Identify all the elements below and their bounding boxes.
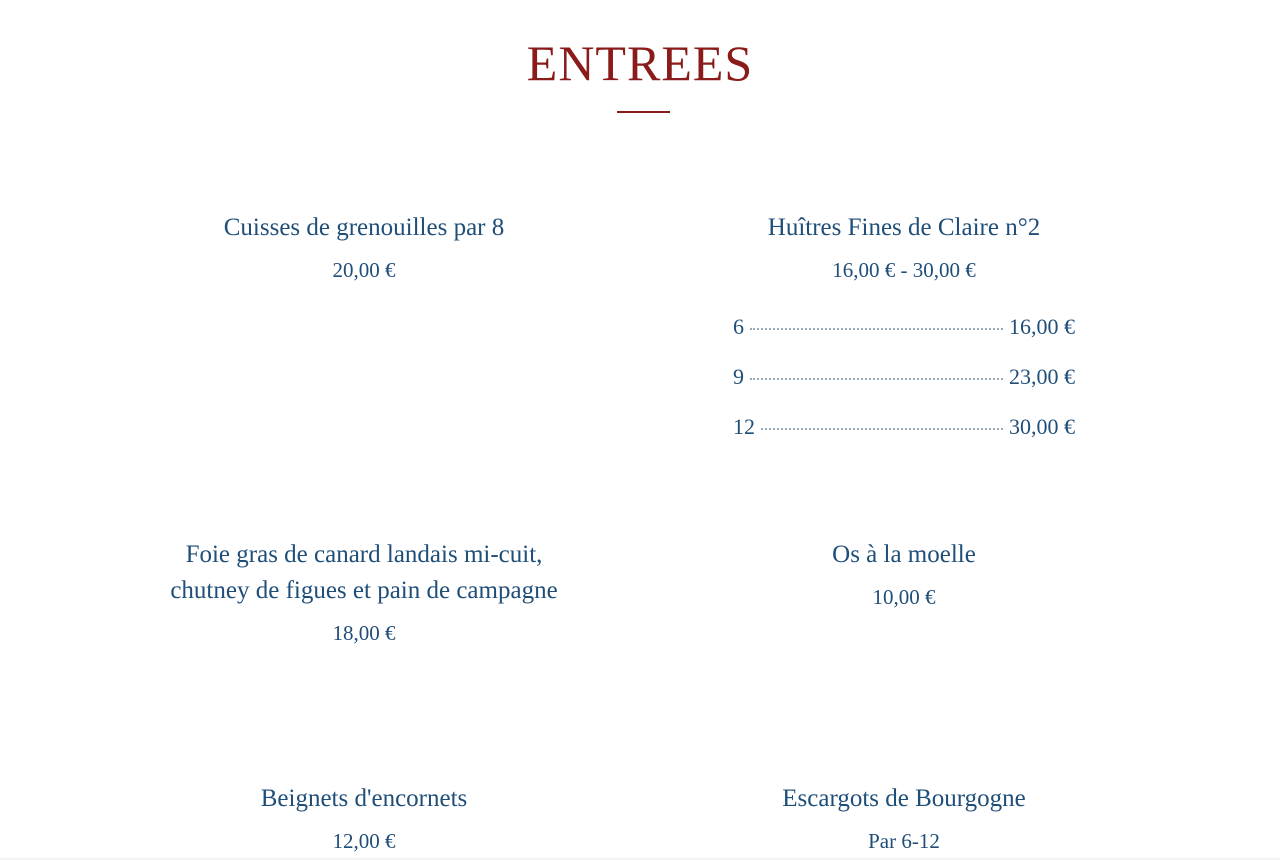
menu-item-foie-gras xyxy=(164,537,564,646)
menu-item-os-a-la-moelle xyxy=(704,537,1104,610)
menu-item-beignets-encornets xyxy=(164,781,564,854)
menu-item-price: 18,00 € xyxy=(332,621,396,645)
variant-row xyxy=(733,364,1075,414)
menu-item-price: 20,00 € xyxy=(332,258,396,282)
variant-price: 30,00 € xyxy=(1009,414,1075,439)
menu-item-huitres xyxy=(704,210,1104,283)
menu-item-escargots xyxy=(704,781,1104,854)
menu-item-price: Par 6-12 xyxy=(868,829,940,853)
menu-item-name: Os à la moelle xyxy=(832,541,976,568)
menu-item-name: Cuisses de grenouilles par 8 xyxy=(223,214,505,241)
variant-row xyxy=(733,314,1075,364)
dot-leader xyxy=(750,378,1003,380)
variant-price: 23,00 € xyxy=(1009,364,1075,389)
menu-item-price: 10,00 € xyxy=(872,585,936,609)
bottom-edge-shadow xyxy=(0,856,1280,860)
page-title: ENTREES xyxy=(526,35,754,91)
huitres-variants-list xyxy=(733,314,1075,464)
menu-item-name: Foie gras de canard landais mi-cuit, chutney de figues et pain de campagne xyxy=(170,541,558,604)
menu-item-name: Huîtres Fines de Claire n°2 xyxy=(767,214,1041,241)
title-divider xyxy=(617,111,670,113)
variant-quantity: 12 xyxy=(733,414,755,439)
menu-item-name: Escargots de Bourgogne xyxy=(782,785,1026,812)
menu-item-name: Beignets d'encornets xyxy=(260,785,468,812)
variant-price: 16,00 € xyxy=(1009,314,1075,339)
dot-leader xyxy=(750,328,1003,330)
variant-row xyxy=(733,414,1075,464)
menu-item-price: 12,00 € xyxy=(332,829,396,853)
variant-quantity: 6 xyxy=(733,314,744,339)
menu-item-cuisses-de-grenouilles xyxy=(164,210,564,283)
menu-item-price: 16,00 € - 30,00 € xyxy=(832,258,976,282)
dot-leader xyxy=(761,428,1003,430)
variant-quantity: 9 xyxy=(733,364,744,389)
